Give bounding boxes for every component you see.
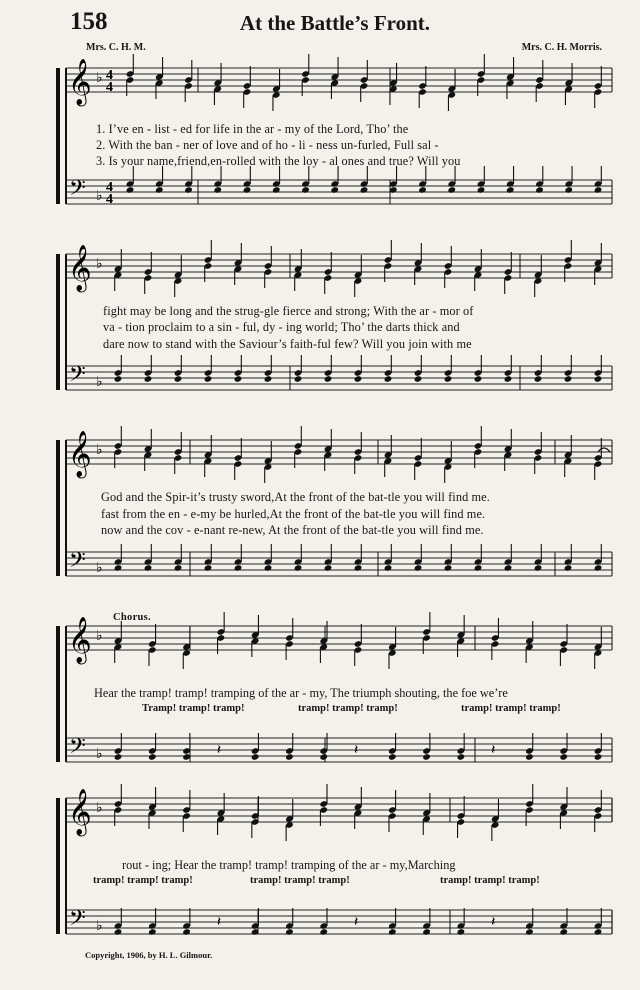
time-signature-digit: 4 [106, 180, 113, 195]
bass-rest: 𝄽 [354, 914, 359, 930]
bass-note-head [234, 375, 243, 383]
time-signature-digit: 4 [106, 192, 113, 207]
bass-note-head [360, 186, 369, 194]
bass-note-head [594, 564, 603, 572]
bass-note-head [444, 375, 453, 383]
bass-note-head [504, 375, 513, 383]
chorus-bass2-b: tramp! tramp! tramp! [250, 875, 350, 886]
bass-note-head [319, 928, 328, 936]
system-5-bracket [56, 798, 60, 934]
chorus-bass1-b: tramp! tramp! tramp! [298, 703, 398, 714]
system-2-treble-flat: ♭ [96, 256, 103, 272]
system-5-treble-flat: ♭ [96, 800, 103, 816]
bass-note-head [114, 564, 123, 572]
chorus-bass1-a: Tramp! tramp! tramp! [142, 703, 245, 714]
bass-note-head [559, 928, 568, 936]
bass-rest: 𝄽 [216, 742, 222, 758]
system-3-bass-flat: ♭ [96, 560, 103, 576]
bass-note-head [324, 564, 333, 572]
bass-note-head [594, 928, 603, 936]
chorus-line1: Hear the tramp! tramp! tramping of the ar - my, The triumph shouting, the foe we’re [94, 686, 508, 700]
bass-note-head [525, 753, 534, 761]
hymn-number: 158 [70, 8, 108, 35]
bass-note-head [294, 375, 303, 383]
bass-note-head [285, 928, 294, 936]
bass-note-head [559, 753, 568, 761]
bass-note-head [126, 186, 135, 194]
bass-note-head [477, 186, 486, 194]
system1-verse2: 2. With the ban - ner of love and of ho - li - ness un-furled, Full sal - [96, 138, 439, 152]
bass-note-head [204, 564, 213, 572]
bass-note-head [148, 753, 157, 761]
bass-note-head [525, 928, 534, 936]
chorus-bass2-c: tramp! tramp! tramp! [440, 875, 540, 886]
bass-note-head [324, 375, 333, 383]
lyricist-credit: Mrs. C. H. M. [86, 42, 146, 53]
system1-verse3: 3. Is your name,friend,en-rolled with the loy - al ones and true? Will you [96, 154, 461, 168]
system-3-treble-clef: 𝄞 [68, 431, 92, 477]
chorus-line2: rout - ing; Hear the tramp! tramp! tramping of the ar - my,Marching [122, 858, 456, 872]
system-3-treble-flat: ♭ [96, 442, 103, 458]
bass-note-head [148, 928, 157, 936]
fermata [598, 448, 610, 452]
bass-note-head [301, 186, 310, 194]
bass-note-head [564, 375, 573, 383]
bass-note-head [155, 186, 164, 194]
bass-note-head [294, 564, 303, 572]
bass-note-head [319, 753, 328, 761]
bass-rest: 𝄽 [491, 742, 496, 758]
bass-note-head [422, 753, 431, 761]
system-2-treble-clef: 𝄞 [68, 245, 92, 291]
time-signature-digit: 4 [106, 80, 113, 95]
copyright-notice: Copyright, 1906, by H. L. Gilmour. [85, 950, 213, 960]
bass-note-head [243, 186, 252, 194]
bass-note-head [564, 186, 573, 194]
bass-note-head [354, 564, 363, 572]
chorus-bass2-a: tramp! tramp! tramp! [93, 875, 193, 886]
system2-verse1: fight may be long and the strug-gle fierce and strong; With the ar - mor of [103, 304, 474, 318]
system-1-treble-flat: ♭ [96, 70, 103, 86]
system-3-bracket [56, 440, 60, 576]
chorus-label: Chorus. [113, 612, 151, 623]
system3-verse2: fast from the en - e-my be hurled,At the front of the bat-tle you will find me. [101, 507, 486, 521]
bass-note-head [251, 753, 260, 761]
bass-note-head [534, 564, 543, 572]
bass-note-head [388, 928, 397, 936]
hymn-title: At the Battle’s Front. [239, 11, 431, 35]
system-4-treble-clef: 𝄞 [68, 617, 92, 663]
bass-note-head [213, 186, 222, 194]
bass-note-head [264, 375, 273, 383]
bass-note-head [114, 928, 123, 936]
chorus-bass1-c: tramp! tramp! tramp! [461, 703, 561, 714]
bass-note-head [444, 564, 453, 572]
composer-credit: Mrs. C. H. Morris. [521, 42, 602, 53]
bass-note-head [174, 564, 183, 572]
bass-note-head [594, 375, 603, 383]
bass-rest: 𝄽 [491, 914, 496, 930]
system-1-treble-clef: 𝄞 [68, 59, 92, 105]
bass-note-head [414, 375, 423, 383]
bass-note-head [594, 753, 603, 761]
bass-note-head [594, 186, 603, 194]
time-signature-digit: 4 [106, 68, 113, 83]
bass-note-head [447, 186, 456, 194]
bass-note-head [234, 564, 243, 572]
system3-verse1: God and the Spir-it’s trusty sword,At the front of the bat-tle you will find me. [101, 490, 490, 504]
bass-note-head [474, 375, 483, 383]
bass-note-head [564, 564, 573, 572]
system2-verse2: va - tion proclaim to a sin - ful, dy - ing world; Tho’ the darts thick and [103, 320, 460, 334]
bass-note-head [144, 375, 153, 383]
system-1-bracket [56, 68, 60, 204]
bass-note-head [535, 186, 544, 194]
bass-note-head [114, 375, 123, 383]
bass-note-head [457, 928, 466, 936]
bass-note-head [418, 186, 427, 194]
bass-note-head [264, 564, 273, 572]
bass-note-head [114, 753, 123, 761]
bass-note-head [414, 564, 423, 572]
system-2-bracket [56, 254, 60, 390]
system-5-bass-clef: 𝄢 [69, 906, 86, 936]
system-5-treble-clef: 𝄞 [68, 789, 92, 835]
system-4-bass-clef: 𝄢 [69, 734, 86, 764]
system-1-bass-flat: ♭ [96, 188, 103, 204]
bass-note-head [384, 375, 393, 383]
bass-note-head [422, 928, 431, 936]
system-1-bass-clef: 𝄢 [69, 176, 86, 206]
bass-note-head [534, 375, 543, 383]
bass-note-head [144, 564, 153, 572]
bass-note-head [272, 186, 281, 194]
bass-note-head [474, 564, 483, 572]
system-2-bass-flat: ♭ [96, 374, 103, 390]
system-4-bracket [56, 626, 60, 762]
bass-note-head [204, 375, 213, 383]
bass-note-head [285, 753, 294, 761]
system3-verse3: now and the cov - e-nant re-new, At the front of the bat-tle you will find me. [101, 523, 484, 537]
bass-note-head [330, 186, 339, 194]
bass-note-head [457, 753, 466, 761]
bass-note-head [174, 375, 183, 383]
bass-note-head [182, 928, 191, 936]
bass-note-head [506, 186, 515, 194]
bass-note-head [354, 375, 363, 383]
bass-note-head [384, 564, 393, 572]
bass-note-head [184, 186, 193, 194]
bass-note-head [504, 564, 513, 572]
system-2-bass-clef: 𝄢 [69, 362, 86, 392]
system-4-bass-flat: ♭ [96, 746, 103, 762]
system-5-bass-flat: ♭ [96, 918, 103, 934]
system2-verse3: dare now to stand with the Saviour’s faith-ful few? Will you join with me [103, 337, 472, 351]
bass-rest: 𝄽 [216, 914, 222, 930]
bass-note-head [388, 753, 397, 761]
system1-verse1: 1. I’ve en - list - ed for life in the ar - my of the Lord, Tho’ the [96, 122, 409, 136]
system-3-bass-clef: 𝄢 [69, 548, 86, 578]
bass-rest: 𝄽 [354, 742, 359, 758]
system-4-treble-flat: ♭ [96, 628, 103, 644]
